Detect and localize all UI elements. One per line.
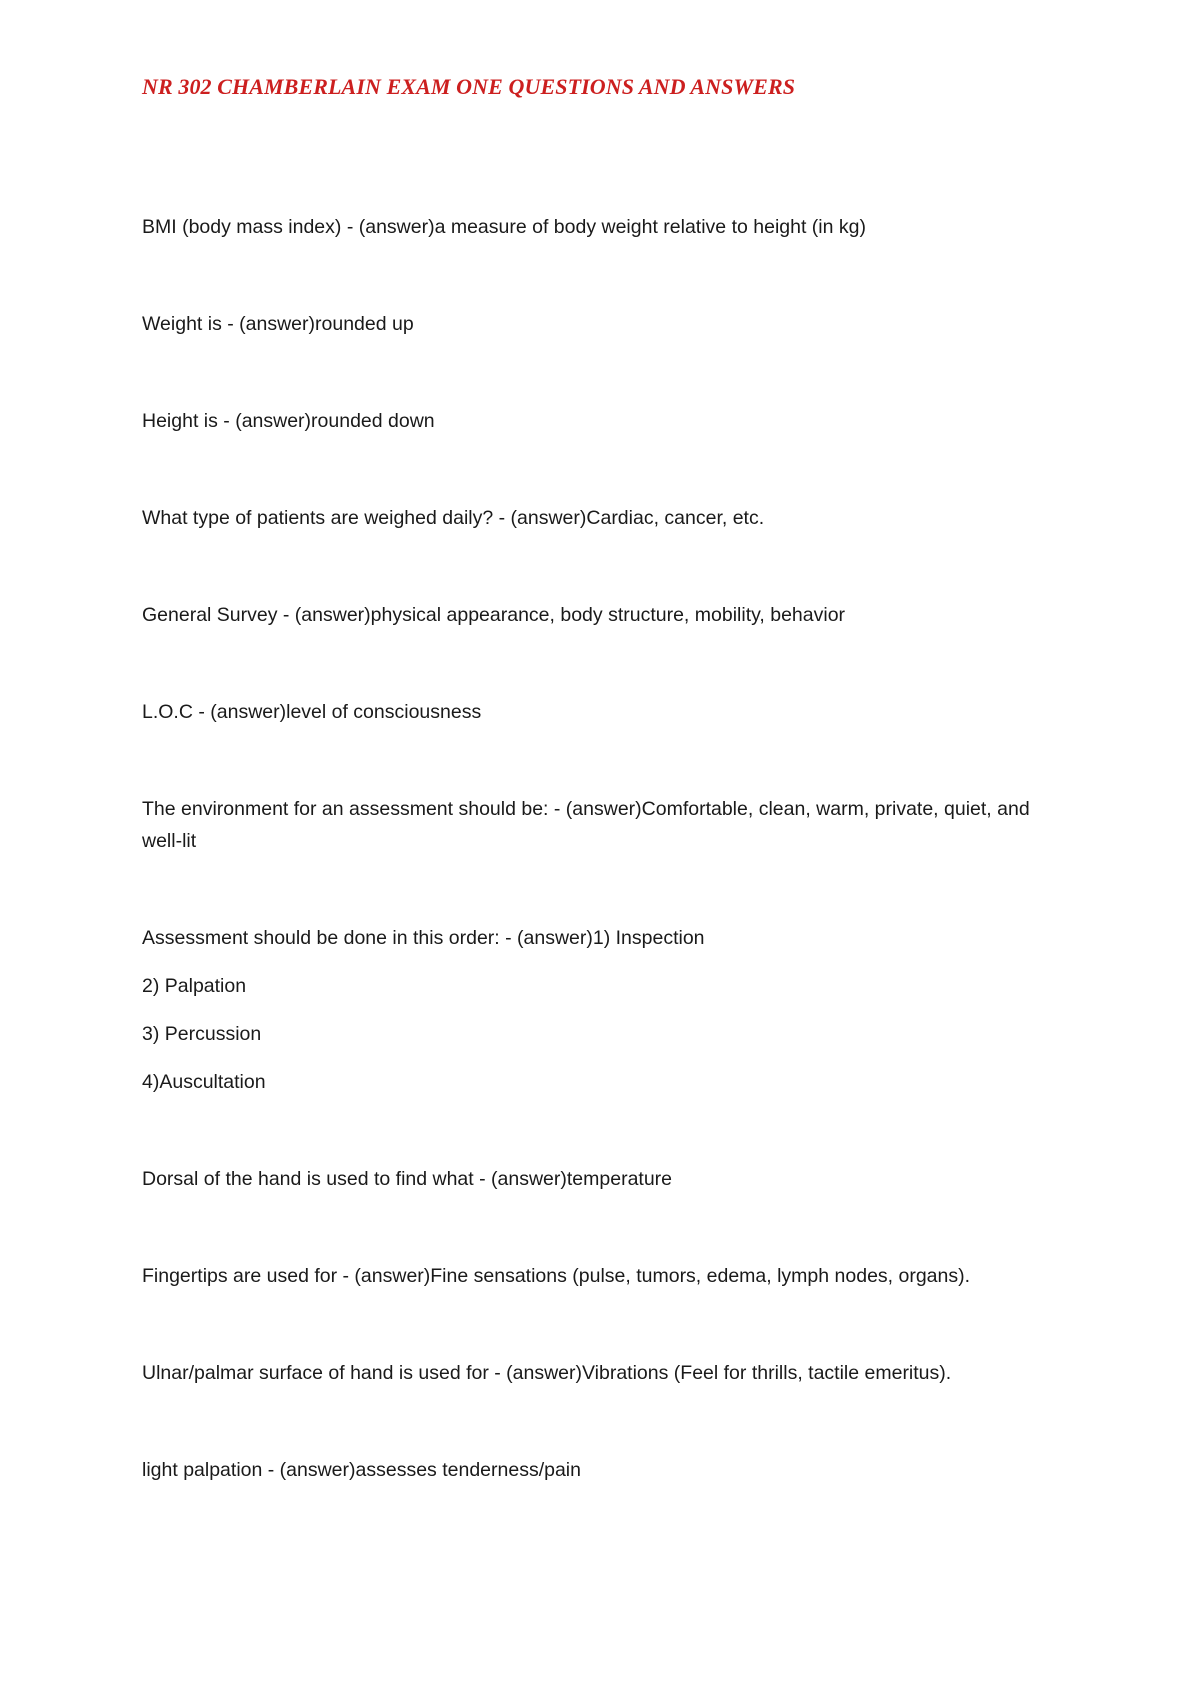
qa-entry-light-palpation: light palpation - (answer)assesses tenderness/pain	[142, 1459, 581, 1481]
qa-entry-fingertips: Fingertips are used for - (answer)Fine sensations (pulse, tumors, edema, lymph nodes, organs).	[142, 1265, 971, 1287]
qa-entry-environment: The environment for an assessment should be: - (answer)Comfortable, clean, warm, private, quiet, and well-lit	[142, 798, 1030, 852]
qa-entry-bmi: BMI (body mass index) - (answer)a measure of body weight relative to height (in kg)	[142, 216, 866, 238]
qa-entry-general-survey: General Survey - (answer)physical appearance, body structure, mobility, behavior	[142, 604, 846, 626]
qa-entry-dorsal-hand: Dorsal of the hand is used to find what - (answer)temperature	[142, 1168, 673, 1190]
qa-entry-assessment-order: Assessment should be done in this order: - (answer)1) Inspection	[142, 927, 705, 949]
qa-entry-loc: L.O.C - (answer)level of consciousness	[142, 701, 482, 723]
order-step-auscultation: 4)Auscultation	[142, 1071, 266, 1093]
order-step-percussion: 3) Percussion	[142, 1023, 262, 1045]
qa-entry-height: Height is - (answer)rounded down	[142, 410, 435, 432]
document-title: NR 302 CHAMBERLAIN EXAM ONE QUESTIONS AND ANSWERS	[142, 74, 796, 99]
order-step-palpation: 2) Palpation	[142, 975, 247, 997]
qa-entry-weight: Weight is - (answer)rounded up	[142, 313, 414, 335]
qa-entry-weighed-daily: What type of patients are weighed daily? - (answer)Cardiac, cancer, etc.	[142, 507, 765, 529]
qa-entry-ulnar-palmar: Ulnar/palmar surface of hand is used for - (answer)Vibrations (Feel for thrills, tactile emeritus).	[142, 1362, 952, 1384]
